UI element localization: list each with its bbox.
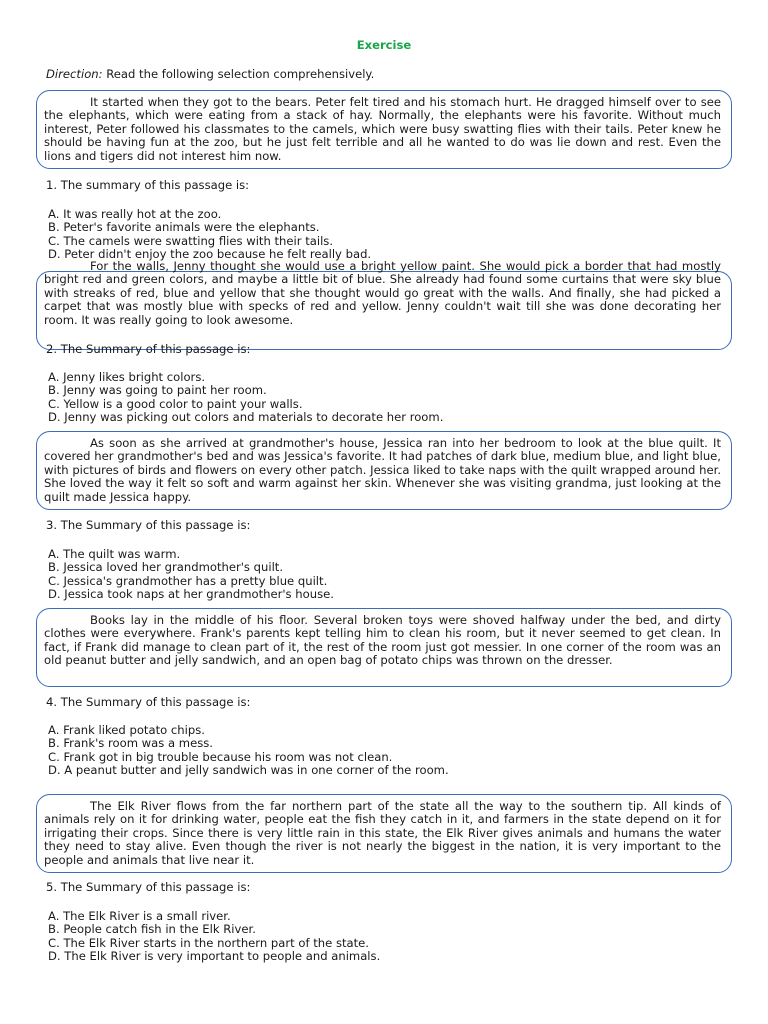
question-4: 4. The Summary of this passage is: (46, 695, 251, 709)
options-list-4 (48, 724, 449, 778)
option-3a: A. The quilt was warm. (48, 547, 181, 561)
direction-text: Read the following selection comprehensively. (102, 67, 375, 81)
options-list-1 (48, 208, 371, 262)
option-5b: B. People catch fish in the Elk River. (48, 922, 256, 937)
question-1: 1. The summary of this passage is: (46, 178, 250, 192)
passage-text-5: The Elk River flows from the far northern part of the state all the way to the southern tip. All kinds of animals rely on it for drinking water, people eat the fish they catch in it, and farmers in the state depend on it for irrigating their crops. Since there is very little rain in this state, the Elk River gives animals and humans the water they need to stay alive. Even though the river is not nearly the biggest in the nation, it is very important to the people and animals that live near it. (44, 799, 721, 867)
option-5d: D. The Elk River is very important to people and animals. (48, 949, 381, 964)
direction-line (46, 68, 374, 81)
option-4b: B. Frank's room was a mess. (48, 736, 213, 751)
passage-text-4: Books lay in the middle of his floor. Several broken toys were shoved halfway under the bed, and dirty clothes were everywhere. Frank's parents kept telling him to clean his room, but it never seemed to get clean. In fact, if Frank did manage to clean part of it, the rest of the room just got messier. In one corner of the room was an old peanut butter and jelly sandwich, and an open bag of potato chips was thrown on the dresser. (44, 613, 721, 668)
passage-text-2: For the walls, Jenny thought she would use a bright yellow paint. She would pick a border that had mostly bright red and green colors, and maybe a little bit of blue. She already had found some curtains that were sky blue with streaks of red, blue and yellow that she thought would go great with the walls. And finally, she had picked a carpet that was mostly blue with specks of red and yellow. Jenny couldn't wait till she was done decorating her room. It was really going to look awesome. (44, 259, 721, 327)
options-list-5 (48, 910, 380, 964)
option-5c: C. The Elk River starts in the northern part of the state. (48, 935, 369, 950)
question-5: 5. The Summary of this passage is: (46, 880, 251, 894)
option-2b: B. Jenny was going to paint her room. (48, 383, 267, 398)
option-3d: D. Jessica took naps at her grandmother's house. (48, 587, 334, 602)
options-list-3 (48, 548, 334, 602)
option-5a: A. The Elk River is a small river. (48, 909, 231, 923)
page-title: Exercise (356, 38, 412, 52)
option-1a: A. It was really hot at the zoo. (48, 207, 222, 221)
question-3: 3. The Summary of this passage is: (46, 518, 251, 532)
option-1c: C. The camels were swatting flies with their tails. (48, 233, 334, 248)
option-1b: B. Peter's favorite animals were the elephants. (48, 220, 320, 235)
option-4a: A. Frank liked potato chips. (48, 723, 205, 737)
option-4c: C. Frank got in big trouble because his room was not clean. (48, 749, 393, 764)
option-2c: C. Yellow is a good color to paint your walls. (48, 396, 303, 411)
question-2: 2. The Summary of this passage is: (46, 342, 251, 356)
direction-label: Direction: (46, 67, 103, 81)
option-3b: B. Jessica loved her grandmother's quilt. (48, 560, 284, 575)
option-2d: D. Jenny was picking out colors and materials to decorate her room. (48, 410, 444, 425)
option-1d: D. Peter didn't enjoy the zoo because he felt really bad. (48, 247, 372, 262)
option-2a: A. Jenny likes bright colors. (48, 370, 206, 384)
passage-text-3: As soon as she arrived at grandmother's house, Jessica ran into her bedroom to look at the blue quilt. It covered her grandmother's bed and was Jessica's favorite. It had patches of dark blue, medium blue, and light blue, with pictures of birds and flowers on every other patch. Jessica liked to take naps with the quilt wrapped around her. She loved the way it felt so soft and warm against her skin. Whenever she was visiting grandma, just looking at the quilt made Jessica happy. (44, 436, 721, 504)
option-3c: C. Jessica's grandmother has a pretty blue quilt. (48, 573, 328, 588)
options-list-2 (48, 371, 443, 425)
passage-text-1: It started when they got to the bears. Peter felt tired and his stomach hurt. He dragged himself over to see the elephants, which were eating from a stack of hay. Normally, the elephants were his favorite. Without much interest, Peter followed his classmates to the camels, which were busy swatting flies with their tails. Peter knew he should be having fun at the zoo, but he just felt terrible and all he wanted to do was lie down and rest. Even the lions and tigers did not interest him now. (44, 95, 721, 163)
option-4d: D. A peanut butter and jelly sandwich was in one corner of the room. (48, 763, 449, 778)
